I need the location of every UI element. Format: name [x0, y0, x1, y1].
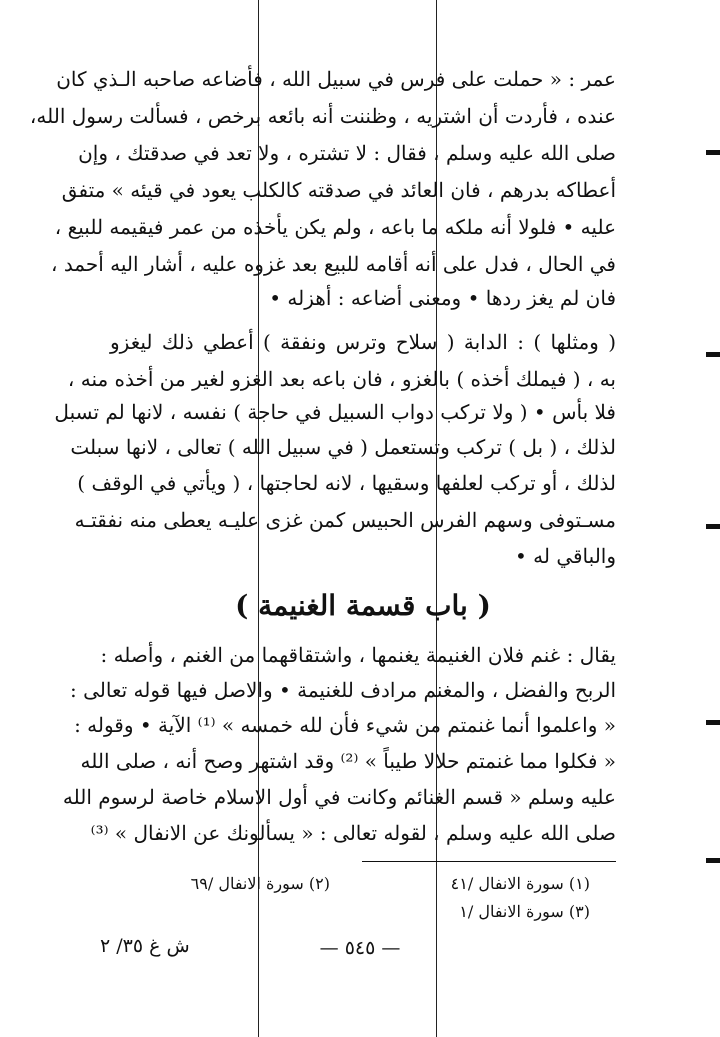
signature-mark: ش غ ٣٥/ ٢: [100, 935, 190, 957]
text-line: مسـتوفى وسهم الفرس الحبيس كمن غزى عليـه يعطى منه نفقتـه: [74, 508, 616, 532]
text-line: في الحال ، فدل على أنه أقامه للبيع بعد غزوه عليه ، أشار اليه أحمد ،: [51, 252, 616, 276]
text-line: عمر : « حملت على فرس في سبيل الله ، فأضاعه صاحبه الـذي كان: [56, 67, 616, 91]
text-line: عليه وسلم « قسم الغنائم وكانت في أول الاسلام خاصة لرسوم الله: [62, 785, 616, 809]
text-line: به ، ( فيملك أخذه ) بالغزو ، فان باعه بعد الغزو لغير من أخذه منه ،: [67, 367, 616, 391]
text-line: يقال : غنم فلان الغنيمة يغنمها ، واشتقاقهما من الغنم ، وأصله :: [100, 643, 616, 667]
text-line: « واعلموا أنما غنمتم من شيء فأن لله خمسه » ⁽¹⁾ الآية • وقوله :: [74, 713, 616, 737]
text-line: لذلك ، ( بل ) تركب وتستعمل ( في سبيل الله ) تعالى ، لانها سبلت: [70, 435, 616, 459]
text-line: صلى الله عليه وسلم ، لقوله تعالى : « يسألونك عن الانفال » ⁽³⁾: [90, 821, 616, 845]
text-line: عليه • فلولا أنه ملكه ما باعه ، ولم يكن يأخذه من عمر فيقيمه للبيع ،: [54, 215, 616, 239]
footnote-1: (١) سورة الانفال /٤١: [450, 874, 590, 893]
section-heading: ( باب قسمة الغنيمة ): [235, 589, 491, 622]
margin-mark: [706, 858, 720, 863]
footnote-divider: [362, 861, 616, 862]
text-line: ( ومثلها ) : الدابة ( سلاح وترس ونفقة ) أعطي ذلك ليغزو: [110, 330, 616, 354]
footnote-3: (٣) سورة الانفال /١: [459, 902, 590, 921]
text-line: « فكلوا مما غنمتم حلالا طيباً » ⁽²⁾ وقد اشتهر وصح أنه ، صلى الله: [80, 749, 616, 773]
text-line: صلى الله عليه وسلم ، فقال : لا تشتره ، ولا تعد في صدقتك ، وإن: [78, 141, 616, 165]
text-line: فلا بأس • ( ولا تركب دواب السبيل في حاجة ) نفسه ، لانها لم تسبل: [54, 400, 616, 424]
text-line: والباقي له •: [515, 544, 616, 568]
margin-mark: [706, 720, 720, 725]
margin-mark: [706, 150, 720, 155]
text-line: فان لم يغز ردها • ومعنى أضاعه : أهزله •: [269, 286, 616, 310]
page-number: — ٥٤٥ —: [319, 937, 401, 959]
footnote-2: (٢) سورة الانفال /٦٩: [190, 874, 330, 893]
text-line: أعطاكه بدرهم ، فان العائد في صدقته كالكلب يعود في قيئه » متفق: [61, 178, 616, 202]
text-line: لذلك ، أو تركب لعلفها وسقيها ، لانه لحاجتها ، ( ويأتي في الوقف ): [77, 471, 616, 495]
text-line: عنده ، فأردت أن اشتريه ، وظننت أنه بائعه برخص ، فسألت رسول الله،: [29, 104, 616, 128]
text-line: الربح والفضل ، والمغنم مرادف للغنيمة • والاصل فيها قوله تعالى :: [70, 678, 616, 702]
margin-mark: [706, 352, 720, 357]
margin-mark: [706, 524, 720, 529]
